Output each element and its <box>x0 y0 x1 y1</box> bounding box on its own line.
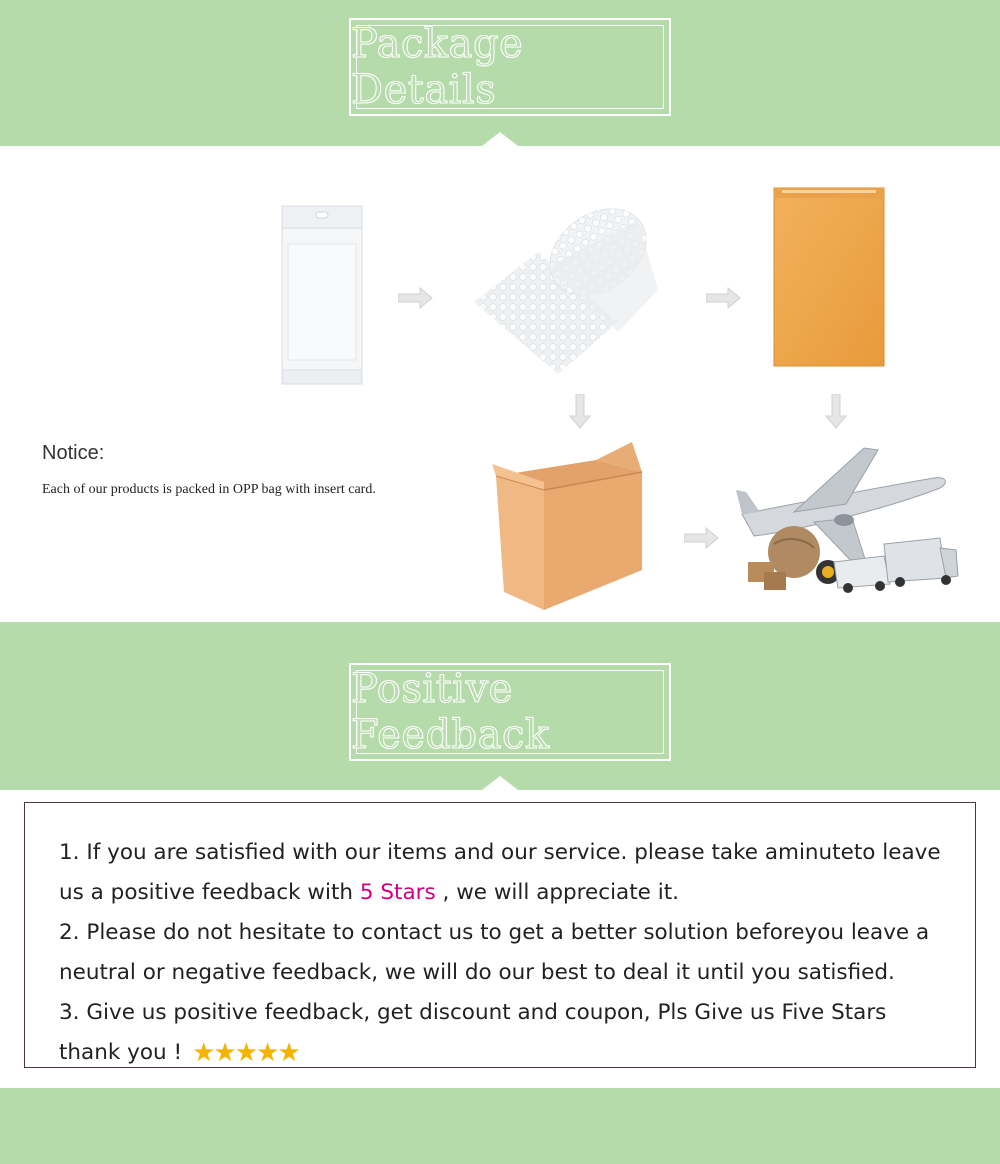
five-stars-highlight: 5 Stars <box>359 880 436 905</box>
cardboard-box-icon <box>492 442 652 610</box>
arrow-down-icon <box>824 394 848 430</box>
feedback-line-6 <box>59 1033 959 1073</box>
bubble-wrap-icon <box>468 202 668 382</box>
feedback-line-2-prefix: us a positive feedback with <box>59 880 360 905</box>
arrow-right-icon <box>398 286 434 310</box>
header-notch <box>482 776 518 790</box>
header-notch <box>482 132 518 146</box>
feedback-line-1: 1. If you are satisfied with our items and our service. please take aminuteto leave <box>59 840 941 865</box>
positive-feedback-title: Positive Feedback <box>351 666 550 758</box>
package-details-title-box <box>349 18 671 116</box>
feedback-line-3: 2. Please do not hesitate to contact us to get a better solution beforeyou leave a <box>59 920 930 945</box>
positive-feedback-title-box <box>349 663 671 761</box>
padded-envelope-icon <box>772 186 886 368</box>
feedback-line-2 <box>59 873 959 913</box>
arrow-down-icon <box>568 394 592 430</box>
shipping-airplane-truck-icon <box>734 444 960 600</box>
feedback-box <box>24 802 976 1068</box>
package-panel <box>0 146 1000 622</box>
feedback-panel <box>0 790 1000 1088</box>
feedback-line-4: neutral or negative feedback, we will do our best to deal it until you satisfied. <box>59 960 895 985</box>
notice-text: Each of our products is packed in OPP bag with insert card. <box>42 482 376 497</box>
feedback-line-2-suffix: , we will appreciate it. <box>435 880 679 905</box>
thank-you-text: thank you ! <box>59 1040 183 1065</box>
star-rating-icon: ★★★★★ <box>192 1038 299 1068</box>
feedback-line-5: 3. Give us positive feedback, get discount and coupon, Pls Give us Five Stars <box>59 1000 887 1025</box>
package-details-title: Package Details <box>351 21 524 113</box>
arrow-right-icon <box>706 286 742 310</box>
notice-heading: Notice: <box>42 442 105 464</box>
arrow-right-icon <box>684 526 720 550</box>
feedback-text <box>59 833 959 1073</box>
footer-band <box>0 1088 1000 1164</box>
opp-bag-icon <box>280 204 364 386</box>
